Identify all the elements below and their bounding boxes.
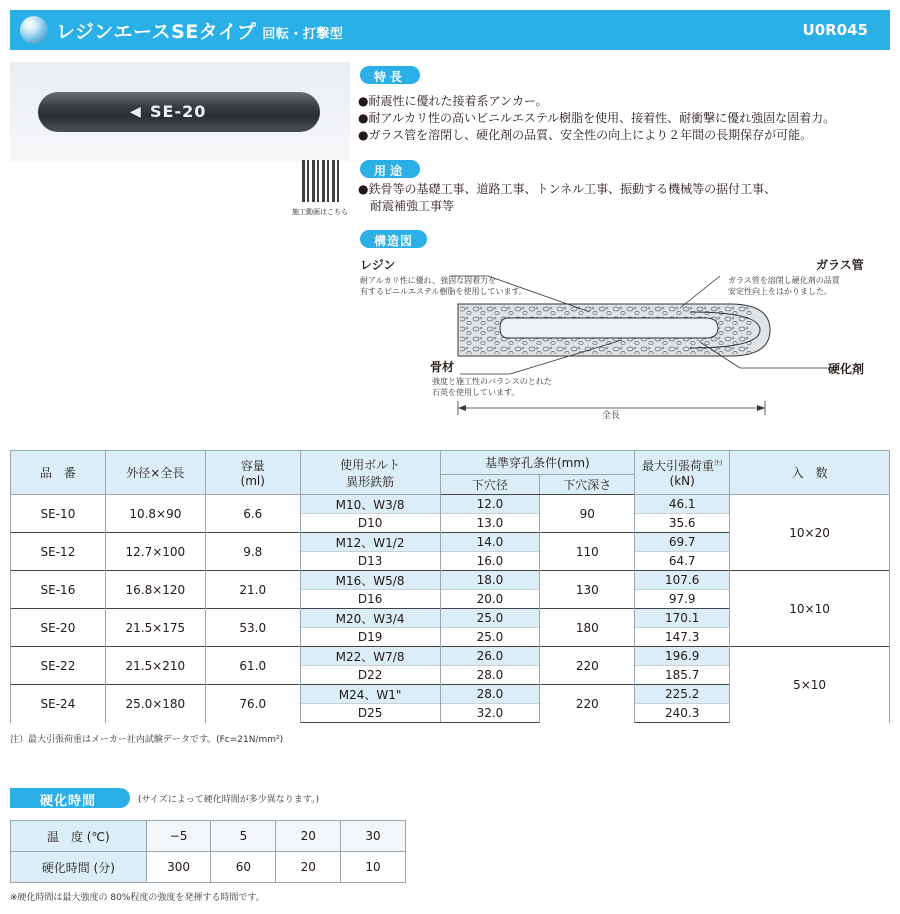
cell-load: 69.7	[635, 533, 730, 552]
table-row	[11, 571, 890, 590]
cell-model: SE-24	[11, 685, 106, 723]
aggregate-label: 骨材	[430, 360, 455, 374]
col-size: 外径×全長	[105, 451, 205, 495]
cell-load: 46.1	[635, 495, 730, 514]
col-hole-dia: 下穴径	[440, 475, 540, 495]
capsule-cross-section	[360, 256, 880, 436]
time-cell: 10	[341, 852, 406, 883]
features-list	[358, 93, 835, 144]
header-bar	[10, 10, 890, 50]
cell-depth: 110	[540, 533, 635, 571]
use-item: 耐震補強工事等	[358, 199, 455, 213]
cell-capacity: 6.6	[205, 495, 300, 533]
feature-item: ●ガラス管を溶閉し、硬化剤の品質、安全性の向上により２年間の長期保存が可能。	[358, 128, 813, 142]
cell-bolt: D25	[300, 704, 440, 723]
cell-depth: 180	[540, 609, 635, 647]
capsule-label: SE-20	[150, 102, 207, 121]
cell-size: 10.8×90	[105, 495, 205, 533]
cell-dia: 16.0	[440, 552, 540, 571]
cell-model: SE-22	[11, 647, 106, 685]
col-hole: 基準穿孔条件(mm)	[440, 451, 635, 475]
cell-dia: 28.0	[440, 685, 540, 704]
cell-dia: 32.0	[440, 704, 540, 723]
uses-list	[358, 181, 776, 215]
table-row	[11, 852, 406, 883]
cell-load: 185.7	[635, 666, 730, 685]
features-tag: 特長	[360, 66, 420, 84]
cell-model: SE-20	[11, 609, 106, 647]
col-capacity-label: 容量	[240, 459, 265, 473]
temp-cell: 5	[211, 821, 276, 852]
cell-dia: 25.0	[440, 628, 540, 647]
structure-diagram	[360, 256, 880, 436]
cell-qty: 10×10	[730, 571, 890, 647]
cell-depth: 130	[540, 571, 635, 609]
hardener-label: 硬化剤	[828, 362, 865, 376]
cell-bolt: M10、W3/8	[300, 495, 440, 514]
cell-qty: 5×10	[730, 647, 890, 723]
table-row	[11, 495, 890, 514]
cell-load: 97.9	[635, 590, 730, 609]
temp-header: 温 度 (℃)	[11, 821, 147, 852]
title-subtitle: 回転・打撃型	[262, 27, 344, 42]
spec-table	[10, 450, 890, 723]
cure-table	[10, 820, 406, 883]
cell-bolt: M24、W1"	[300, 685, 440, 704]
col-capacity-unit: (ml)	[240, 474, 265, 488]
cell-depth: 220	[540, 685, 635, 723]
temp-cell: 30	[341, 821, 406, 852]
arrow-left-icon: ◀	[130, 104, 141, 120]
qr-code-icon[interactable]	[302, 160, 342, 202]
cell-dia: 25.0	[440, 609, 540, 628]
product-code: U0R045	[802, 21, 868, 39]
cell-capacity: 61.0	[205, 647, 300, 685]
cell-size: 25.0×180	[105, 685, 205, 723]
sphere-icon	[20, 16, 48, 44]
cell-dia: 14.0	[440, 533, 540, 552]
cell-dia: 26.0	[440, 647, 540, 666]
use-item: ●鉄骨等の基礎工事、道路工事、トンネル工事、振動する機械等の据付工事、	[358, 182, 777, 196]
cell-bolt: D22	[300, 666, 440, 685]
cell-model: SE-10	[11, 495, 106, 533]
cell-load: 225.2	[635, 685, 730, 704]
feature-item: ●耐震性に優れた接着系アンカー。	[358, 94, 548, 108]
col-load	[635, 451, 730, 495]
cell-bolt: D13	[300, 552, 440, 571]
length-label: 全長	[602, 411, 621, 421]
cell-bolt: M16、W5/8	[300, 571, 440, 590]
structure-tag: 構造図	[360, 230, 427, 248]
cell-capacity: 9.8	[205, 533, 300, 571]
aggregate-note-line: 石英を使用しています。	[432, 388, 520, 397]
cell-size: 12.7×100	[105, 533, 205, 571]
cell-bolt: D16	[300, 590, 440, 609]
glass-label: ガラス管	[816, 258, 864, 272]
col-load-unit: (kN)	[669, 474, 695, 488]
time-cell: 20	[276, 852, 341, 883]
cure-subtitle: (サイズによって硬化時間が多少異なります。)	[138, 795, 320, 805]
col-load-mark: 注)	[714, 460, 723, 467]
col-qty: 入 数	[730, 451, 890, 495]
resin-label: レジン	[360, 258, 396, 272]
cell-load: 147.3	[635, 628, 730, 647]
title-text: レジンエースSEタイプ	[56, 21, 257, 43]
time-header: 硬化時間 (分)	[11, 852, 147, 883]
glass-note-line: 安定性向上をはかりました。	[728, 287, 832, 296]
page-title	[56, 17, 343, 44]
cell-bolt: M22、W7/8	[300, 647, 440, 666]
col-hole-depth: 下穴深さ	[540, 475, 635, 495]
col-model: 品 番	[11, 451, 106, 495]
cell-model: SE-12	[11, 533, 106, 571]
cell-load: 240.3	[635, 704, 730, 723]
resin-note-line: 有するビニルエステル樹脂を使用しています。	[360, 287, 527, 296]
cell-capacity: 76.0	[205, 685, 300, 723]
temp-cell: −5	[146, 821, 211, 852]
col-bolt-label2: 異形鉄筋	[346, 474, 395, 489]
cell-dia: 18.0	[440, 571, 540, 590]
cell-load: 196.9	[635, 647, 730, 666]
aggregate-note-line: 強度と施工性のバランスのとれた	[432, 377, 552, 386]
product-image	[10, 62, 350, 162]
table-row	[11, 821, 406, 852]
cell-dia: 13.0	[440, 514, 540, 533]
aggregate-note	[432, 376, 552, 398]
cell-model: SE-16	[11, 571, 106, 609]
cell-qty: 10×20	[730, 495, 890, 571]
cell-load: 107.6	[635, 571, 730, 590]
cell-depth: 90	[540, 495, 635, 533]
cell-capacity: 53.0	[205, 609, 300, 647]
capsule-image	[38, 92, 320, 132]
cell-load: 64.7	[635, 552, 730, 571]
cell-bolt: M20、W3/4	[300, 609, 440, 628]
uses-tag: 用途	[360, 160, 420, 178]
glass-note-line: ガラス管を溶閉し硬化剤の品質	[728, 276, 840, 285]
cell-load: 170.1	[635, 609, 730, 628]
cell-bolt: D19	[300, 628, 440, 647]
col-bolt-label: 使用ボルト	[340, 457, 401, 472]
cell-bolt: M12、W1/2	[300, 533, 440, 552]
cell-dia: 12.0	[440, 495, 540, 514]
spec-footnote: 注）最大引張荷重はメーカー社内試験データです。(Fc=21N/mm²)	[10, 735, 284, 745]
resin-note-line: 耐アルカリ性に優れ、強固な固着力を	[360, 276, 497, 285]
col-capacity	[205, 451, 300, 495]
feature-item: ●耐アルカリ性の高いビニルエステル樹脂を使用、接着性、耐衝撃に優れ強固な固着力。	[358, 111, 836, 125]
cure-tag: 硬化時間	[10, 788, 130, 808]
cell-size: 21.5×210	[105, 647, 205, 685]
table-row	[11, 647, 890, 666]
cell-dia: 20.0	[440, 590, 540, 609]
cell-dia: 28.0	[440, 666, 540, 685]
time-cell: 300	[146, 852, 211, 883]
cell-load: 35.6	[635, 514, 730, 533]
temp-cell: 20	[276, 821, 341, 852]
cell-size: 21.5×175	[105, 609, 205, 647]
cell-capacity: 21.0	[205, 571, 300, 609]
col-load-label: 最大引張荷重	[642, 459, 715, 473]
cell-bolt: D10	[300, 514, 440, 533]
time-cell: 60	[211, 852, 276, 883]
cell-depth: 220	[540, 647, 635, 685]
cell-size: 16.8×120	[105, 571, 205, 609]
cure-footnote: ※硬化時間は最大強度の 80%程度の強度を発揮する時間です。	[10, 893, 265, 903]
col-bolt	[300, 451, 440, 495]
qr-caption: 施工動画はこちら	[292, 208, 348, 216]
